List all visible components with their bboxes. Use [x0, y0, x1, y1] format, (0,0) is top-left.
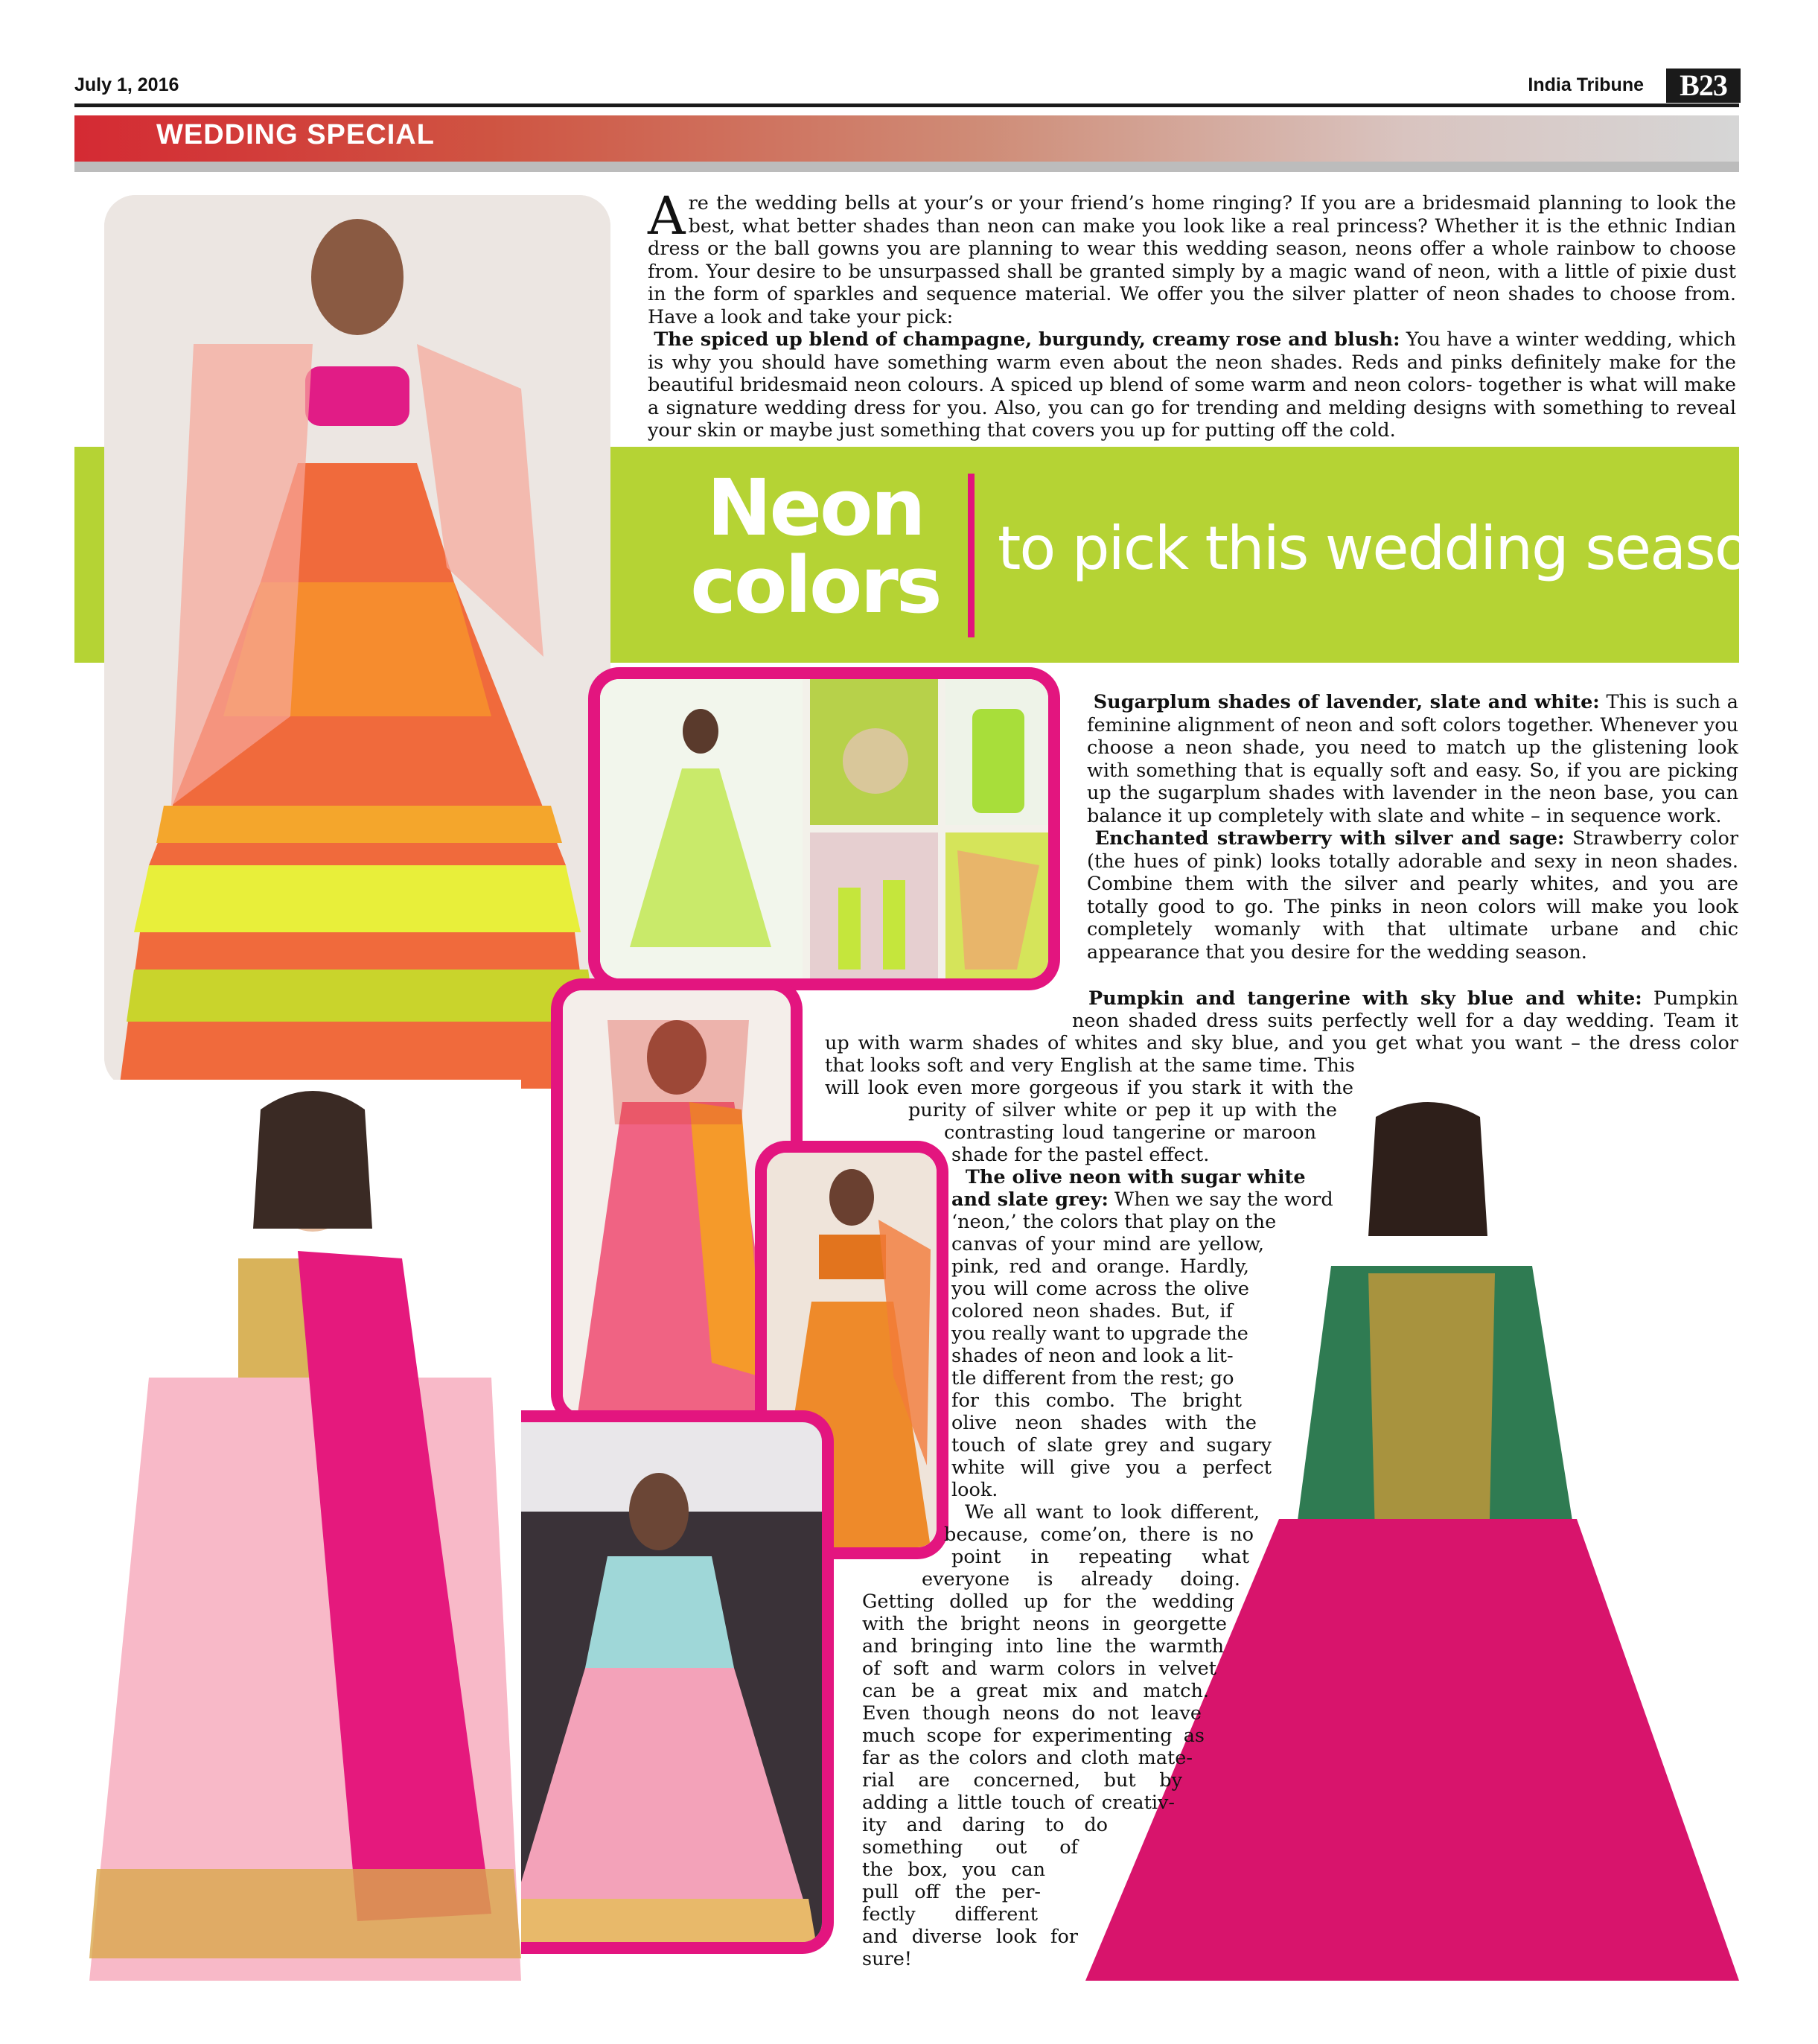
closing-line-13: rial are concerned, but by: [862, 1769, 1182, 1792]
olive-line-13: touch of slate grey and sugary: [951, 1434, 1272, 1456]
headline-divider: [968, 474, 975, 637]
photo-collage-green: [588, 667, 1060, 990]
pumpkin-line-4: that looks soft and very English at the same time. This: [825, 1054, 1355, 1077]
section-heading-spiced: The spiced up blend of champagne, burgundy, creamy rose and blush:: [654, 328, 1400, 351]
olive-line-8: you really want to upgrade the: [951, 1322, 1248, 1345]
section-body-sugarplum: This is such a feminine alignment of neon and soft colors together. Whenever you choose a neon shade, you need to match up the glistening look with something that is equally soft and easy. So, if you are picking up the sugarplum shades with lavender in the neon base, you can balance it up completely with slate and white – in sequence work.: [1087, 691, 1738, 827]
olive-line-3: ‘neon,’ the colors that play on the: [951, 1211, 1277, 1233]
closing-line-11: much scope for experimenting as: [862, 1725, 1205, 1747]
closing-line-20: and diverse look for: [862, 1926, 1078, 1948]
pumpkin-line-3: up with warm shades of whites and sky blue, and you get what you want – the dress color: [825, 1032, 1738, 1054]
closing-line-4: everyone is already doing.: [922, 1568, 1240, 1591]
section-heading-olive-cont: and slate grey:: [951, 1188, 1109, 1211]
closing-line-19: fectly different: [862, 1903, 1038, 1926]
section-heading-olive: The olive neon with sugar white: [959, 1166, 1306, 1188]
headline-main: [674, 462, 957, 631]
pumpkin-line-5: will look even more gorgeous if you stark it with the: [825, 1077, 1353, 1099]
closing-line-18: pull off the per-: [862, 1881, 1041, 1903]
closing-line-8: of soft and warm colors in velvet: [862, 1658, 1216, 1680]
page-number: B23: [1666, 69, 1741, 103]
closing-line-16: something out of: [862, 1836, 1078, 1859]
olive-line-1: [959, 1166, 1306, 1189]
olive-line-9: shades of neon and look a lit-: [951, 1345, 1234, 1367]
olive-line-10: tle different from the rest; go: [951, 1367, 1234, 1389]
pumpkin-line-6: purity of silver white or pep it up with the: [908, 1099, 1337, 1121]
issue-date: July 1, 2016: [74, 74, 179, 95]
photo-pink-gold-lehenga: [74, 1080, 521, 1981]
closing-line-2: because, come’on, there is no: [944, 1524, 1254, 1546]
olive-line-14: white will give you a perfect: [951, 1456, 1272, 1479]
olive-line-7: colored neon shades. But, if: [951, 1300, 1233, 1322]
closing-line-17: the box, you can: [862, 1859, 1045, 1881]
headline-word-neon: Neon: [707, 462, 924, 553]
section-heading-pumpkin: Pumpkin and tangerine with sky blue and white:: [1088, 987, 1642, 1010]
headline-word-colors: colors: [690, 540, 940, 631]
headline-subtitle: to pick this wedding season: [998, 514, 1786, 583]
closing-line-14: adding a little touch of creativ-: [862, 1792, 1175, 1814]
pumpkin-line-2: neon shaded dress suits perfectly well for a day wedding. Team it: [1072, 1010, 1738, 1032]
olive-line-4: canvas of your mind are yellow,: [951, 1233, 1264, 1255]
section-body-strawberry: Strawberry color (the hues of pink) looks totally adorable and sexy in neon shades. Combine them with the silver and pearly whites, and you are totally good to go. The pinks in neon colors will make you look completely womanly with that ultimate urbane and chic appearance that you desire for the wedding season.: [1087, 827, 1739, 964]
intro-paragraph: re the wedding bells at your’s or your friend’s home ringing? If you are a bridesmaid planning to look the best, what better shades than neon can make you look like a real princess? Whether it is the ethnic Indian dress or the ball gowns you are planning to wear this wedding season, neons offer a whole rainbow to choose from. Your desire to be unsurpassed shall be granted simply by a magic wand of neon, with a little of pixie dust in the form of sparkles and sequence material. We offer you the silver platter of neon shades to choose from. Have a look and take your pick:: [648, 192, 1736, 328]
section-band-underline: [74, 162, 1739, 172]
closing-line-10: Even though neons do not leave: [862, 1702, 1202, 1725]
photo-orange-lehenga: [104, 195, 610, 1089]
closing-line-21: sure!: [862, 1948, 913, 1970]
drop-cap: A: [648, 185, 686, 246]
olive-line-6: you will come across the olive: [951, 1278, 1249, 1300]
closing-line-7: and bringing into line the warmth: [862, 1635, 1224, 1658]
intro-text: [648, 185, 1736, 442]
closing-line-9: can be a great mix and match.: [862, 1680, 1209, 1702]
pumpkin-line-8: shade for the pastel effect.: [951, 1144, 1210, 1166]
section-heading-sugarplum: Sugarplum shades of lavender, slate and white:: [1093, 691, 1600, 713]
closing-line-3: point in repeating what: [951, 1546, 1249, 1568]
section-title: WEDDING SPECIAL: [156, 119, 435, 150]
pumpkin-line-1: Pumpkin and tangerine with sky blue and white: Pumpkin: [1088, 987, 1738, 1010]
olive-line-11: for this combo. The bright: [951, 1389, 1242, 1412]
closing-line-15: ity and daring to do: [862, 1814, 1108, 1836]
closing-line-5: Getting dolled up for the wedding: [862, 1591, 1234, 1613]
closing-line-1: We all want to look different,: [965, 1501, 1260, 1524]
section-heading-strawberry: Enchanted strawberry with silver and sage:: [1094, 827, 1565, 850]
olive-line-12: olive neon shades with the: [951, 1412, 1257, 1434]
closing-line-12: far as the colors and cloth mate-: [862, 1747, 1193, 1769]
section-body-spiced: You have a winter wedding, which is why you should have something warm even about the neon shades. Reds and pinks definitely make for the beautiful bridesmaid neon colours. A spiced up blend of some warm and neon colors- together is what will make a signature wedding dress for you. Also, you can go for trending and melding designs with something to reveal your skin or maybe just something that covers you up for putting off the cold.: [648, 328, 1736, 442]
right-column-text: [1087, 691, 1738, 964]
header-rule: [74, 104, 1739, 107]
newspaper-name: India Tribune: [1528, 74, 1644, 95]
olive-line-15: look.: [951, 1479, 998, 1501]
olive-line-5: pink, red and orange. Hardly,: [951, 1255, 1249, 1278]
closing-line-6: with the bright neons in georgette: [862, 1613, 1227, 1635]
photo-runway-pink-lehenga: [484, 1410, 834, 1954]
pumpkin-line-7: contrasting loud tangerine or maroon: [944, 1121, 1316, 1144]
olive-line-2: and slate grey: When we say the word: [951, 1188, 1333, 1211]
